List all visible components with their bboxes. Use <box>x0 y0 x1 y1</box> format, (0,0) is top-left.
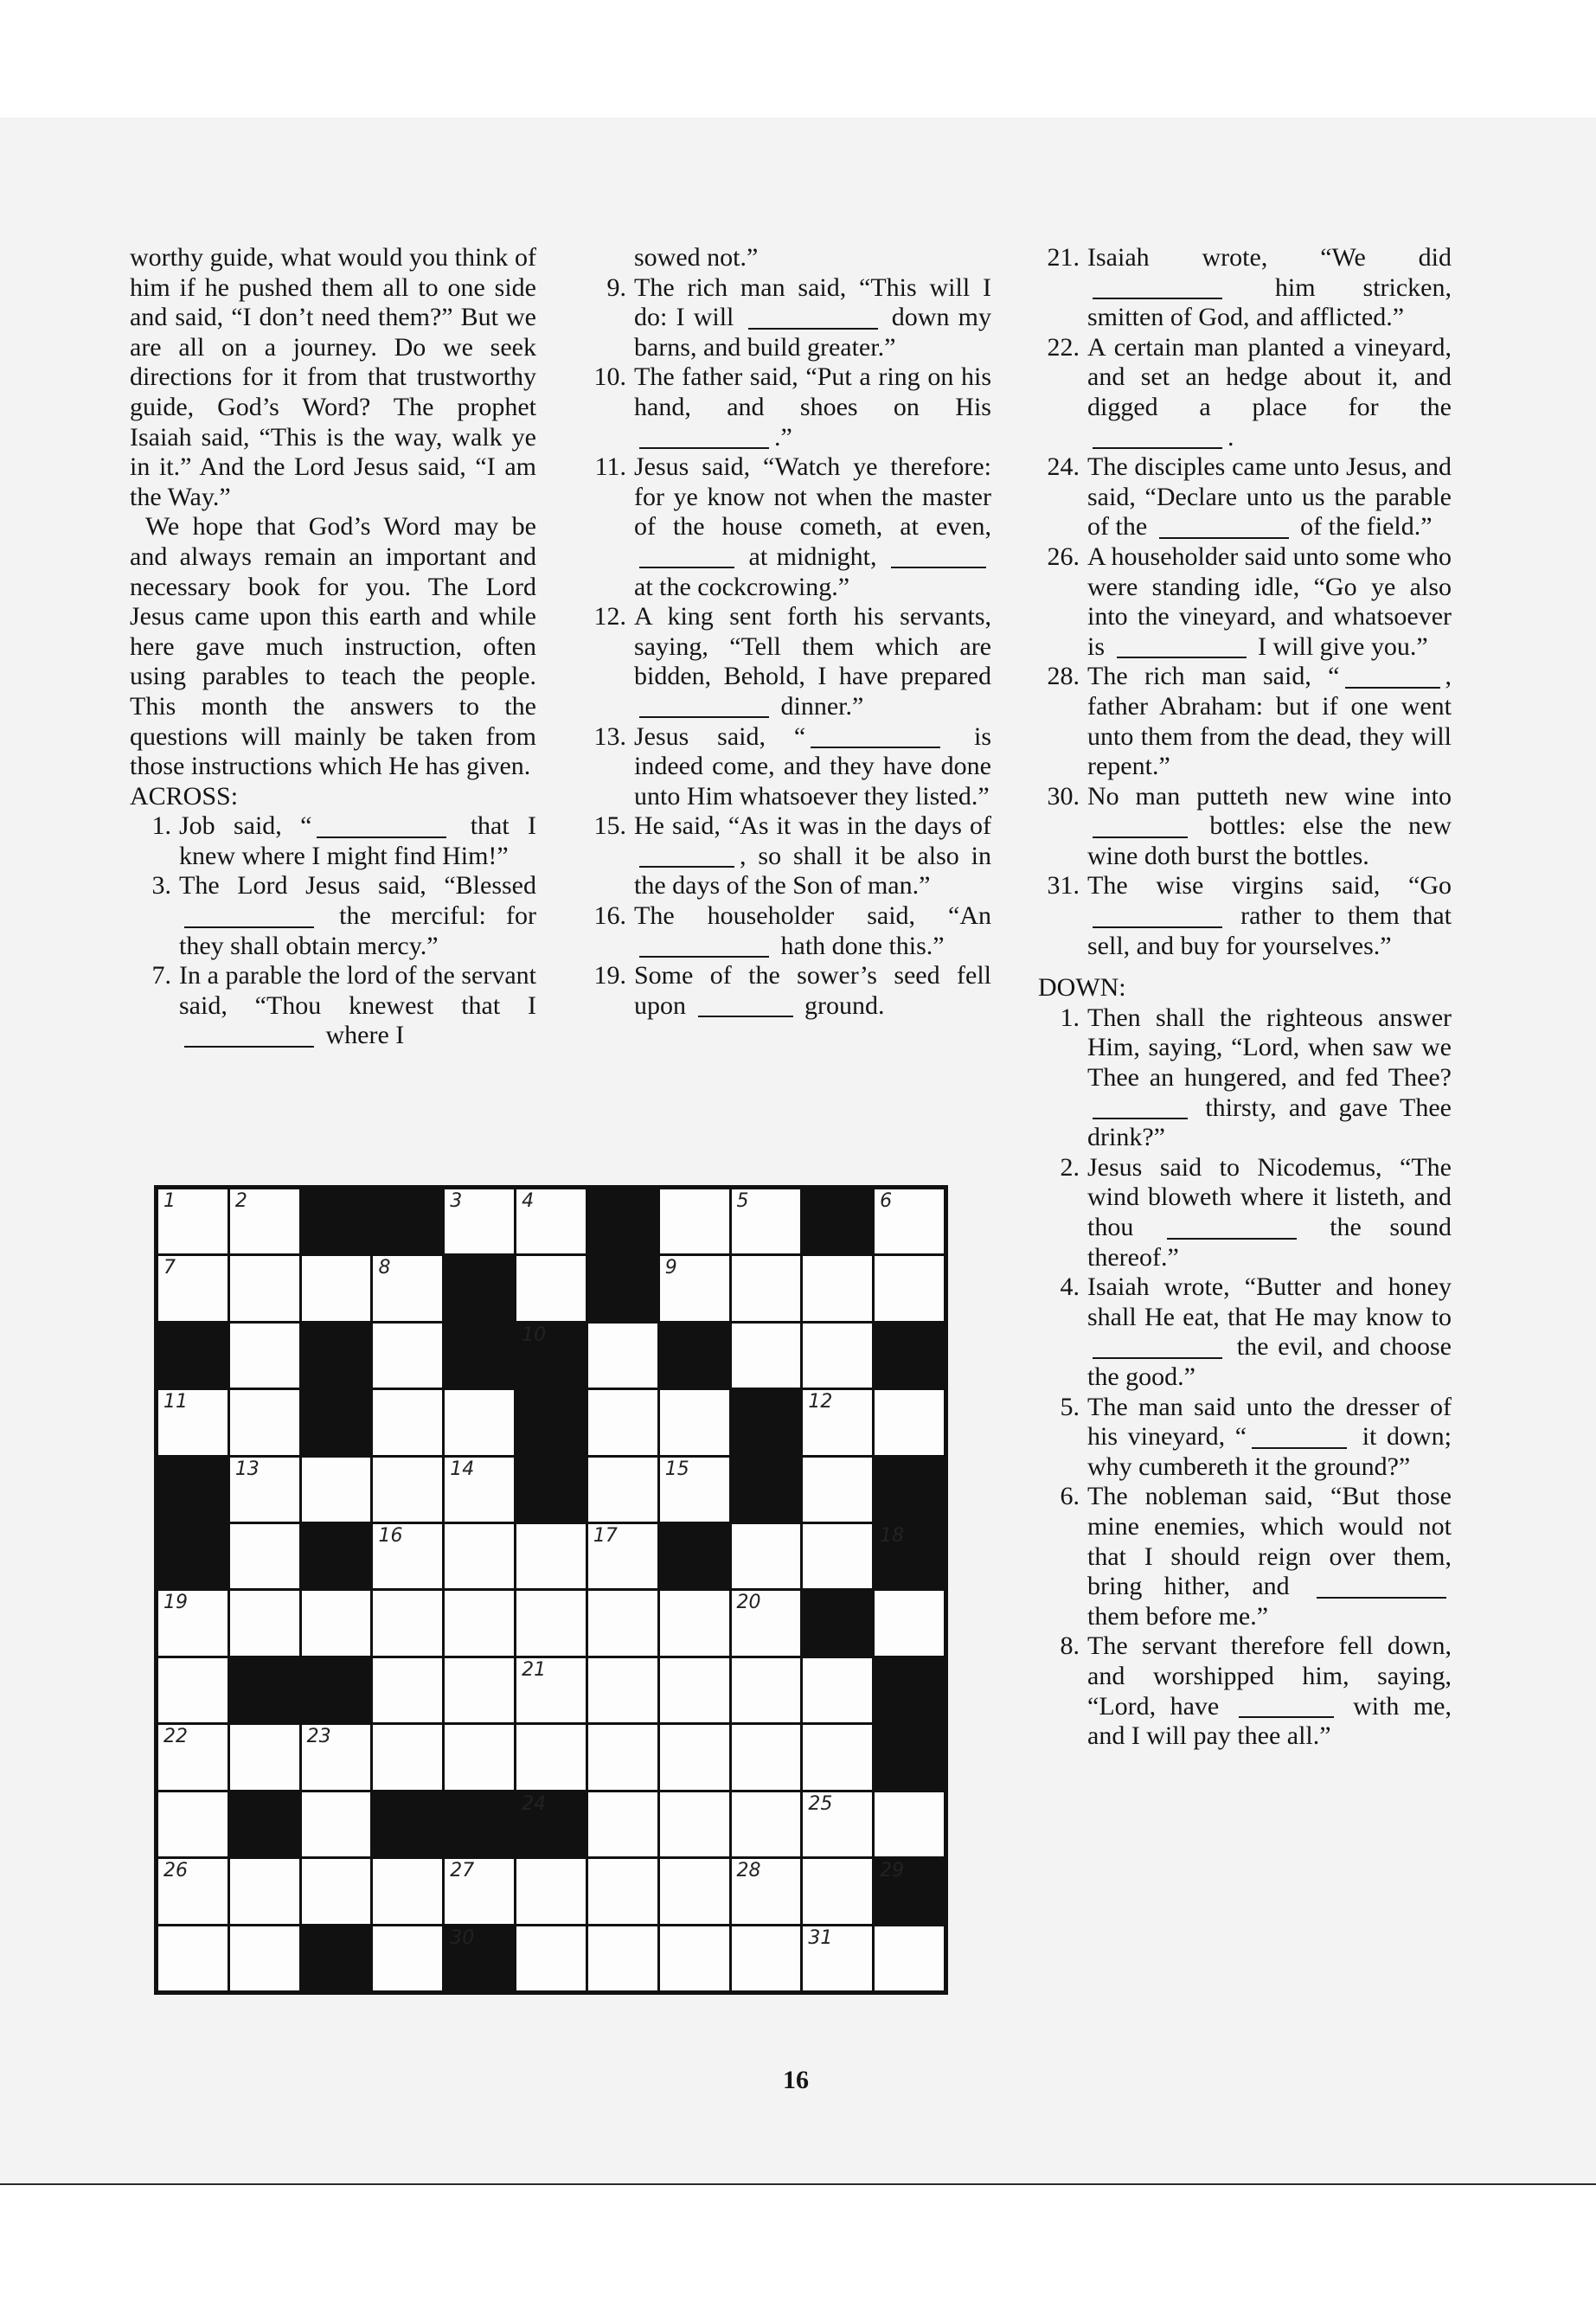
clue-text: Isaiah wrote, “Butter and honey shall He eat, that He may know to <box>1087 1272 1452 1331</box>
black-square <box>803 1189 872 1253</box>
crossword-cell[interactable] <box>803 1324 872 1388</box>
clue-number: 5. <box>1060 1392 1080 1421</box>
crossword-cell[interactable] <box>660 1189 729 1253</box>
crossword-cell[interactable] <box>230 1524 299 1588</box>
black-square <box>516 1458 586 1522</box>
clue-number: 13. <box>593 721 626 751</box>
black-square <box>660 1524 729 1588</box>
clue-text: The nobleman said, “But those mine enemies, which would not that I should reign over them, bring hither, and <box>1087 1482 1452 1601</box>
crossword-cell[interactable] <box>803 1256 872 1320</box>
cell-number: 17 <box>593 1525 618 1548</box>
answer-blank <box>639 843 734 868</box>
answer-blank <box>639 933 769 958</box>
down-clue-2 <box>1038 1153 1452 1272</box>
crossword-cell[interactable] <box>732 1725 801 1789</box>
crossword-cell[interactable] <box>732 1189 801 1253</box>
crossword-cell[interactable] <box>230 1926 299 1990</box>
cell-number: 5 <box>736 1190 749 1212</box>
crossword-cell[interactable] <box>158 1189 228 1253</box>
crossword-cell[interactable] <box>803 1390 872 1454</box>
crossword-cell[interactable] <box>732 1591 801 1655</box>
clue-text: Jesus said, “Watch ye therefore: for ye know not when the master of the house cometh, at even, <box>634 452 991 542</box>
crossword-cell[interactable] <box>660 1591 729 1655</box>
black-square <box>302 1189 371 1253</box>
clue-text: The man said unto the dresser of his vineyard, “ <box>1087 1392 1452 1452</box>
clue-text: Job said, “ <box>179 811 312 841</box>
right-column <box>1038 243 1452 1752</box>
crossword-cell[interactable] <box>588 1792 657 1856</box>
black-square <box>516 1792 586 1856</box>
black-square <box>445 1926 514 1990</box>
across-clue-7-continued <box>585 243 991 273</box>
across-clue-10 <box>585 362 991 452</box>
crossword-cell[interactable] <box>445 1189 514 1253</box>
crossword-cell[interactable] <box>875 1256 944 1320</box>
answer-blank <box>1317 1574 1446 1599</box>
answer-blank <box>698 992 793 1017</box>
crossword-cell[interactable] <box>588 1859 657 1923</box>
crossword-cell[interactable] <box>302 1591 371 1655</box>
clue-text: , so shall it be also in the days of the Son of man.” <box>634 841 991 901</box>
clue-text: the sound thereof.” <box>1087 1213 1452 1272</box>
crossword-cell[interactable] <box>660 1256 729 1320</box>
crossword-cell[interactable] <box>516 1926 586 1990</box>
answer-blank <box>1093 813 1188 838</box>
across-clue-7 <box>130 961 536 1051</box>
across-clue-22 <box>1038 333 1452 452</box>
clue-number: 12. <box>593 602 626 631</box>
clue-number: 24. <box>1047 452 1080 482</box>
black-square <box>302 1926 371 1990</box>
clue-text: The Lord Jesus said, “Blessed <box>179 871 536 901</box>
cell-number: 25 <box>808 1792 833 1815</box>
crossword-cell[interactable] <box>875 1792 944 1856</box>
clue-number: 22. <box>1047 332 1080 362</box>
crossword-cell[interactable] <box>588 1658 657 1722</box>
crossword-cell[interactable] <box>373 1324 442 1388</box>
black-square <box>660 1324 729 1388</box>
crossword-cell[interactable] <box>373 1390 442 1454</box>
crossword-cell[interactable] <box>516 1256 586 1320</box>
crossword-cell[interactable] <box>803 1458 872 1522</box>
black-square <box>875 1725 944 1789</box>
crossword-cell[interactable] <box>732 1792 801 1856</box>
cell-number: 19 <box>163 1592 188 1614</box>
clue-text: the merciful: for they shall obtain mercy.” <box>179 901 536 960</box>
black-square <box>875 1324 944 1388</box>
cell-number: 9 <box>664 1257 677 1279</box>
crossword-cell[interactable] <box>516 1524 586 1588</box>
across-clue-3 <box>130 871 536 961</box>
black-square <box>373 1189 442 1253</box>
crossword-cell[interactable] <box>732 1256 801 1320</box>
crossword-cell[interactable] <box>875 1189 944 1253</box>
clue-text: I will give you.” <box>1251 631 1428 661</box>
across-clue-9 <box>585 273 991 363</box>
cell-number: 3 <box>450 1190 463 1212</box>
crossword-cell[interactable] <box>588 1458 657 1522</box>
clue-number: 8. <box>1060 1631 1080 1661</box>
across-clue-30 <box>1038 782 1452 872</box>
cell-number: 24 <box>522 1792 547 1815</box>
clue-text: . <box>1227 422 1234 452</box>
clue-text: rather to them that sell, and buy for yourselves.” <box>1087 901 1452 960</box>
cell-number: 27 <box>450 1860 475 1882</box>
clue-number: 2. <box>1060 1152 1080 1182</box>
black-square <box>803 1591 872 1655</box>
answer-blank <box>1167 1215 1297 1240</box>
down-clue-4 <box>1038 1272 1452 1392</box>
crossword-cell[interactable] <box>803 1658 872 1722</box>
crossword-cell[interactable] <box>302 1859 371 1923</box>
cell-number: 12 <box>808 1391 833 1413</box>
cell-number: 21 <box>522 1658 547 1681</box>
crossword-cell[interactable] <box>803 1524 872 1588</box>
black-square <box>588 1256 657 1320</box>
crossword-cell[interactable] <box>588 1524 657 1588</box>
black-square <box>516 1324 586 1388</box>
left-column <box>130 243 536 1051</box>
answer-blank <box>1159 514 1289 539</box>
clue-text: He said, “As it was in the days of <box>634 811 991 841</box>
answer-blank <box>1093 1094 1188 1119</box>
across-clue-1 <box>130 811 536 871</box>
black-square <box>732 1390 801 1454</box>
clue-text: A householder said unto some who were standing idle, “Go ye also into the vineyard, and whatsoever is <box>1087 542 1452 661</box>
down-clue-1 <box>1038 1003 1452 1153</box>
black-square <box>732 1458 801 1522</box>
clue-text: of the field.” <box>1293 512 1433 542</box>
clue-text: .” <box>774 422 792 452</box>
black-square <box>302 1658 371 1722</box>
crossword-cell[interactable] <box>445 1390 514 1454</box>
clue-text: Jesus said to Nicodemus, “The wind bloweth where it listeth, and thou <box>1087 1152 1452 1241</box>
crossword-cell[interactable] <box>803 1859 872 1923</box>
crossword-cell[interactable] <box>660 1926 729 1990</box>
crossword-cell[interactable] <box>516 1658 586 1722</box>
crossword-cell[interactable] <box>302 1256 371 1320</box>
clue-text: the evil, and choose the good.” <box>1087 1332 1452 1391</box>
clue-text: it down; why cumbereth it the ground?” <box>1087 1422 1452 1481</box>
black-square <box>875 1458 944 1522</box>
down-heading: DOWN: <box>1038 973 1126 1003</box>
crossword-cell[interactable] <box>373 1458 442 1522</box>
crossword-cell[interactable] <box>588 1324 657 1388</box>
across-heading: ACROSS: <box>130 781 239 811</box>
clue-text: them before me.” <box>1087 1601 1269 1631</box>
across-clue-15 <box>585 811 991 901</box>
crossword-cell[interactable] <box>302 1458 371 1522</box>
answer-blank <box>1252 1424 1347 1449</box>
black-square <box>373 1792 442 1856</box>
clue-number: 30. <box>1047 781 1080 811</box>
black-square <box>230 1658 299 1722</box>
answer-blank <box>184 903 314 928</box>
clue-text: No man putteth new wine into <box>1087 781 1452 811</box>
black-square <box>445 1792 514 1856</box>
across-clue-11 <box>585 452 991 602</box>
intro-paragraph-2: We hope that God’s Word may be and always remain an important and necessary book for you. The Lord Jesus came upon this earth and while here gave much instruction, often using parables to teach the people. This month the answers to the questions will mainly be taken from those instructions which He has given. <box>130 512 536 781</box>
cell-number: 20 <box>736 1592 761 1614</box>
clue-text: A certain man planted a vineyard, and set an hedge about it, and digged a place for the <box>1087 332 1452 421</box>
answer-blank <box>891 543 986 568</box>
crossword-cell[interactable] <box>158 1658 228 1722</box>
black-square <box>158 1324 228 1388</box>
cell-number: 23 <box>306 1726 331 1748</box>
clue-text: The servant therefore fell down, and worshipped him, saying, “Lord, have <box>1087 1631 1452 1721</box>
across-clue-24 <box>1038 452 1452 542</box>
crossword-cell[interactable] <box>230 1189 299 1253</box>
clue-text: with me, and I will pay thee all.” <box>1087 1691 1452 1751</box>
clue-text: The householder said, “An <box>634 901 991 931</box>
crossword-cell[interactable] <box>230 1725 299 1789</box>
clue-text: hath done this.” <box>774 931 945 960</box>
clue-text: thirsty, and gave Thee drink?” <box>1087 1093 1452 1152</box>
answer-blank <box>1093 274 1222 299</box>
crossword-cell[interactable] <box>875 1926 944 1990</box>
crossword-cell[interactable] <box>302 1792 371 1856</box>
crossword-cell[interactable] <box>373 1926 442 1990</box>
answer-blank <box>1345 663 1440 689</box>
answer-blank <box>639 693 769 718</box>
black-square <box>516 1390 586 1454</box>
crossword-cell[interactable] <box>373 1256 442 1320</box>
black-square <box>875 1859 944 1923</box>
clue-text: The wise virgins said, “Go <box>1087 871 1452 901</box>
clue-text: Then shall the righteous answer Him, saying, “Lord, when saw we Thee an hungered, and fed Thee? <box>1087 1003 1452 1093</box>
answer-blank <box>639 543 734 568</box>
crossword-cell[interactable] <box>230 1591 299 1655</box>
clue-text: at the cockcrowing.” <box>634 572 850 601</box>
across-clue-31 <box>1038 871 1452 961</box>
clue-number: 4. <box>1060 1272 1080 1302</box>
crossword-cell[interactable] <box>516 1859 586 1923</box>
crossword-cell[interactable] <box>158 1390 228 1454</box>
cell-number: 10 <box>522 1324 547 1346</box>
crossword-cell[interactable] <box>660 1792 729 1856</box>
clue-number: 31. <box>1047 871 1080 901</box>
crossword-cell[interactable] <box>660 1859 729 1923</box>
black-square <box>445 1324 514 1388</box>
across-clue-13 <box>585 722 991 812</box>
down-clue-5 <box>1038 1393 1452 1483</box>
crossword-cell[interactable] <box>445 1658 514 1722</box>
crossword-cell[interactable] <box>158 1926 228 1990</box>
answer-blank <box>317 813 446 838</box>
crossword-cell[interactable] <box>516 1591 586 1655</box>
clue-number: 15. <box>593 811 626 841</box>
cell-number: 31 <box>808 1926 833 1949</box>
crossword-cell[interactable] <box>373 1591 442 1655</box>
clue-number: 19. <box>593 961 626 990</box>
answer-blank <box>1239 1693 1334 1718</box>
crossword-cell[interactable] <box>158 1591 228 1655</box>
clue-number: 26. <box>1047 542 1080 571</box>
clue-number: 3. <box>151 871 171 901</box>
clue-number: 28. <box>1047 662 1080 691</box>
answer-blank <box>1117 633 1247 658</box>
intro-paragraph-1: worthy guide, what would you think of him if he pushed them all to one side and said, “I don’t need them?” But we are all on a journey. Do we seek directions for it from that trustworthy guide, God’s Word? The prophet Isaiah said, “This is the way, walk ye in it.” And the Lord Jesus said, “I am the Way.” <box>130 243 536 511</box>
across-clue-28 <box>1038 662 1452 781</box>
crossword-cell[interactable] <box>230 1458 299 1522</box>
crossword-cell[interactable] <box>732 1859 801 1923</box>
crossword-cell[interactable] <box>660 1725 729 1789</box>
cell-number: 11 <box>163 1391 188 1413</box>
clue-text: A king sent forth his servants, saying, “Tell them which are bidden, Behold, I have prepared <box>634 602 991 691</box>
cell-number: 4 <box>522 1190 535 1212</box>
crossword-cell[interactable] <box>230 1390 299 1454</box>
clue-text: The father said, “Put a ring on his hand, and shoes on His <box>634 362 991 421</box>
clue-text: is indeed come, and they have done unto Him whatsoever they listed.” <box>634 721 991 811</box>
crossword-cell[interactable] <box>230 1256 299 1320</box>
black-square <box>302 1390 371 1454</box>
clue-text: Some of the sower’s seed fell upon <box>634 961 991 1020</box>
crossword-cell[interactable] <box>445 1524 514 1588</box>
black-square <box>230 1792 299 1856</box>
clue-text: The rich man said, “ <box>1087 662 1340 691</box>
cell-number: 22 <box>163 1726 188 1748</box>
clue-number: 10. <box>593 362 626 392</box>
crossword-cell[interactable] <box>158 1256 228 1320</box>
crossword-cell[interactable] <box>732 1524 801 1588</box>
crossword-cell[interactable] <box>373 1859 442 1923</box>
clue-number: 1. <box>151 811 171 841</box>
crossword-cell[interactable] <box>445 1458 514 1522</box>
cell-number: 15 <box>664 1458 689 1480</box>
crossword-cell[interactable] <box>803 1792 872 1856</box>
answer-blank <box>1093 424 1222 449</box>
crossword-cell[interactable] <box>158 1725 228 1789</box>
clue-text: Jesus said, “ <box>634 721 806 751</box>
clue-text: , father Abraham: but if one went unto them from the dead, they will repent.” <box>1087 662 1452 781</box>
crossword-cell[interactable] <box>875 1390 944 1454</box>
clue-number: 7. <box>151 961 171 990</box>
crossword-cell[interactable] <box>445 1725 514 1789</box>
black-square <box>158 1524 228 1588</box>
cell-number: 7 <box>163 1257 176 1279</box>
cell-number: 26 <box>163 1860 188 1882</box>
cell-number: 6 <box>880 1190 893 1212</box>
clue-text: sowed not.” <box>634 243 759 272</box>
cell-number: 2 <box>234 1190 247 1212</box>
clue-text: where I <box>319 1021 405 1050</box>
clue-number: 6. <box>1060 1482 1080 1511</box>
clue-text: him stricken, smitten of God, and afflicted.” <box>1087 272 1452 332</box>
clue-text: at midnight, <box>740 542 886 571</box>
crossword-cell[interactable] <box>732 1324 801 1388</box>
crossword-cell[interactable] <box>516 1725 586 1789</box>
clue-text: The disciples came unto Jesus, and said, “Declare unto us the parable of the <box>1087 452 1452 542</box>
clue-text: Isaiah wrote, “We did <box>1087 243 1452 272</box>
crossword-cell[interactable] <box>588 1390 657 1454</box>
crossword-cell[interactable] <box>803 1725 872 1789</box>
clue-text: down my barns, and build greater.” <box>634 303 992 362</box>
crossword-cell[interactable] <box>803 1926 872 1990</box>
answer-blank <box>1093 1334 1222 1359</box>
clue-number: 9. <box>606 272 626 302</box>
crossword-cell[interactable] <box>373 1658 442 1722</box>
cell-number: 29 <box>880 1860 905 1882</box>
crossword-cell[interactable] <box>588 1725 657 1789</box>
crossword-cell[interactable] <box>588 1926 657 1990</box>
crossword-cell[interactable] <box>230 1859 299 1923</box>
clue-number: 21. <box>1047 243 1080 272</box>
cell-number: 18 <box>880 1525 905 1548</box>
black-square <box>302 1324 371 1388</box>
crossword-cell[interactable] <box>158 1792 228 1856</box>
black-square <box>302 1524 371 1588</box>
clue-text: In a parable the lord of the servant said, “Thou knewest that I <box>179 961 536 1020</box>
crossword-cell[interactable] <box>875 1591 944 1655</box>
answer-blank <box>639 424 769 449</box>
cell-number: 28 <box>736 1860 761 1882</box>
crossword-cell[interactable] <box>158 1859 228 1923</box>
down-clue-6 <box>1038 1482 1452 1631</box>
cell-number: 16 <box>378 1525 403 1548</box>
black-square <box>588 1189 657 1253</box>
crossword-cell[interactable] <box>230 1324 299 1388</box>
cell-number: 14 <box>450 1458 475 1480</box>
crossword-cell[interactable] <box>732 1926 801 1990</box>
clue-number: 16. <box>593 901 626 931</box>
crossword-cell[interactable] <box>373 1524 442 1588</box>
across-clue-19 <box>585 961 991 1021</box>
answer-blank <box>1093 903 1222 928</box>
cell-number: 13 <box>234 1458 260 1480</box>
answer-blank <box>811 723 940 748</box>
crossword-cell[interactable] <box>373 1725 442 1789</box>
crossword-cell[interactable] <box>445 1591 514 1655</box>
cell-number: 30 <box>450 1926 475 1949</box>
answer-blank <box>748 304 878 330</box>
crossword-cell[interactable] <box>660 1458 729 1522</box>
black-square <box>445 1256 514 1320</box>
answer-blank <box>184 1022 314 1048</box>
middle-column <box>585 243 991 1021</box>
crossword-cell[interactable] <box>732 1658 801 1722</box>
clue-text: The rich man said, “This will I do: I will <box>634 272 991 332</box>
across-clue-16 <box>585 901 991 961</box>
crossword-cell[interactable] <box>660 1658 729 1722</box>
clue-text: ground. <box>798 990 885 1020</box>
crossword-grid <box>154 1185 948 1995</box>
page-number: 16 <box>783 2066 809 2094</box>
across-clue-12 <box>585 602 991 721</box>
crossword-cell[interactable] <box>516 1189 586 1253</box>
crossword-cell[interactable] <box>445 1859 514 1923</box>
clue-number: 1. <box>1060 1003 1080 1032</box>
black-square <box>158 1458 228 1522</box>
across-clue-26 <box>1038 542 1452 662</box>
clue-text: bottles: else the new wine doth burst the bottles. <box>1087 811 1452 870</box>
clue-text: that I knew where I might find Him!” <box>179 811 536 870</box>
cell-number: 1 <box>163 1190 176 1212</box>
clue-number: 11. <box>594 452 626 482</box>
clue-text: dinner.” <box>774 691 864 721</box>
cell-number: 8 <box>378 1257 391 1279</box>
crossword-cell[interactable] <box>302 1725 371 1789</box>
down-clue-8 <box>1038 1631 1452 1751</box>
crossword-cell[interactable] <box>660 1390 729 1454</box>
crossword-cell[interactable] <box>588 1591 657 1655</box>
across-clue-21 <box>1038 243 1452 333</box>
black-square <box>875 1658 944 1722</box>
black-square <box>875 1524 944 1588</box>
